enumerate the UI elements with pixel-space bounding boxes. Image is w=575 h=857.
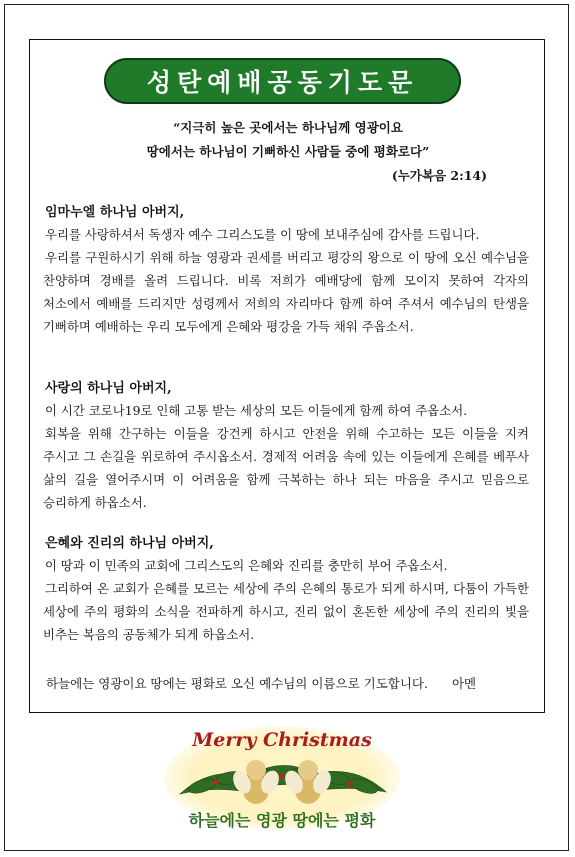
prayer-section-2 [43, 379, 529, 514]
closing-prayer [46, 674, 476, 692]
verse-line-1: “지극히 높은 곳에서는 하나님께 영광이요 [173, 120, 403, 135]
verse-reference: (누가복음 2:14) [391, 168, 487, 183]
prayer-section-3 [43, 534, 529, 646]
section-heading: 사랑의 하나님 아버지, [45, 381, 172, 396]
section-heading: 은혜와 진리의 하나님 아버지, [45, 536, 214, 551]
section-paragraph: 회복을 위해 간구하는 이들을 강건케 하시고 안전을 위해 수고하는 모든 이들을 지켜 주시고 그 손길을 위로하여 주시옵소서. 경제적 어려움 속에 있는 이들에게 은혜를 베푸사 삶의 길을 열어주시며 이 어려움을 함께 극복하는 하나 되는 마음을 주시고 믿음으로 승리하게 하옵소서. [43, 426, 529, 510]
slogan-text: 하늘에는 영광 땅에는 평화 [188, 811, 376, 830]
title-banner [104, 58, 461, 104]
section-paragraph: 이 시간 코로나19로 인해 고통 받는 세상의 모든 이들에게 함께 하여 주옵소서. [45, 403, 468, 418]
merry-christmas-text: Merry Christmas [192, 729, 372, 751]
section-paragraph: 이 땅과 이 민족의 교회에 그리스도의 은혜와 진리를 충만히 부어 주옵소서. [45, 558, 448, 573]
amen-text: 아멘 [451, 676, 477, 691]
page-title: 성탄예배공동기도문 [146, 68, 419, 97]
section-paragraph: 우리를 사랑하셔서 독생자 예수 그리스도를 이 땅에 보내주심에 감사를 드립니다. [45, 227, 480, 242]
prayer-section-1 [43, 203, 529, 338]
section-heading: 임마누엘 하나님 아버지, [45, 205, 185, 220]
section-paragraph: 우리를 구원하시기 위해 하늘 영광과 권세를 버리고 평강의 왕으로 이 땅에 오신 예수님을 찬양하며 경배를 올려 드립니다. 비록 저희가 예배당에 함께 모이지 못하여 각자의 처소에서 예배를 드리지만 성령께서 저희의 자리마다 함께 하여 주셔서 예수님의 탄생을 기뻐하며 예배하는 우리 모두에게 은혜와 평강을 가득 채워 주옵소서. [43, 250, 529, 334]
verse-line-2: 땅에서는 하나님이 기뻐하신 사람들 중에 평화로다” [146, 144, 430, 159]
section-paragraph: 그리하여 온 교회가 은혜를 모르는 세상에 주의 은혜의 통로가 되게 하시며, 다툼이 가득한 세상에 주의 평화의 소식을 전파하게 하시고, 진리 없이 혼돈한 세상에 주의 진리의 빛을 비추는 복음의 공동체가 되게 하옵소서. [43, 581, 529, 642]
closing-text: 하늘에는 영광이요 땅에는 평화로 오신 예수님의 이름으로 기도합니다. [46, 676, 428, 691]
christmas-banner-image [150, 716, 415, 848]
